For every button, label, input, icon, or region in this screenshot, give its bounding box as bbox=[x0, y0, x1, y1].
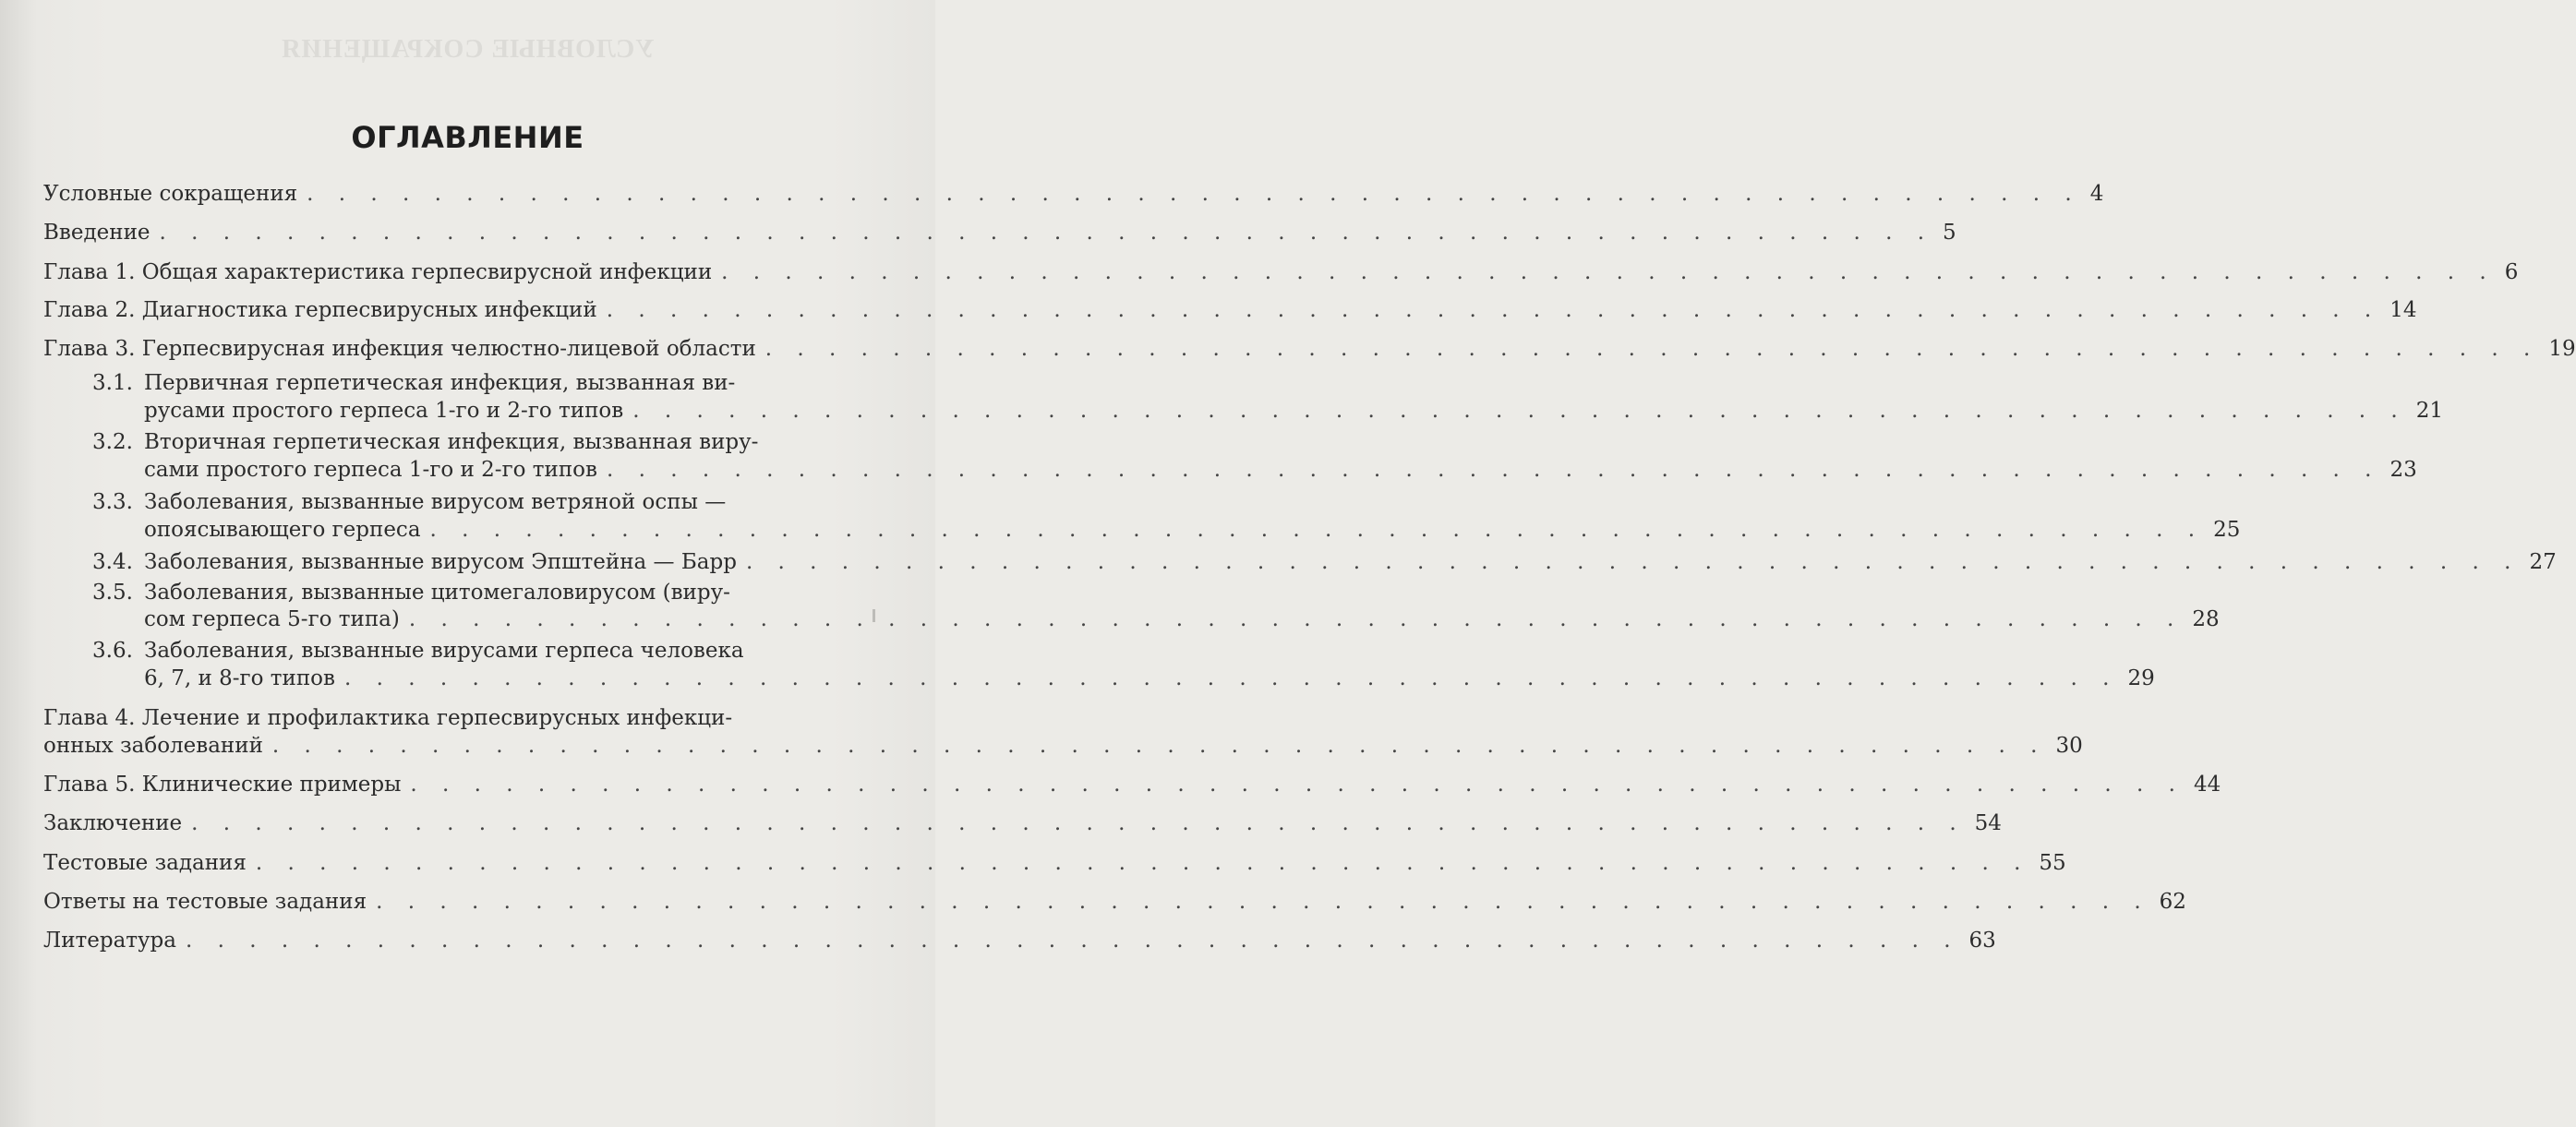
toc-leader-dots: . . . . . . . . . . . . . . . . . . . . . . . . . . . . . . . . . . . . . . . . . . . . . . . . . . . . . . . . bbox=[343, 666, 2119, 690]
toc-leader-dots: . . . . . . . . . . . . . . . . . . . . . . . . . . . . . . . . . . . . . . . . . . . . . . . . . . . . . . . . bbox=[159, 221, 1934, 245]
toc-entry-3-6[interactable] bbox=[144, 665, 2155, 692]
toc-leader-dots: . . . . . . . . . . . . . . . . . . . . . . . . . . . . . . . . . . . . . . . . . . . . . . . . . . . . . . . . bbox=[191, 811, 1966, 835]
toc-page-number: 54 bbox=[1974, 811, 2002, 835]
toc-leader-dots: . . . . . . . . . . . . . . . . . . . . . . . . . . . . . . . . . . . . . . . . . . . . . . . . . . . . . . . . bbox=[429, 518, 2205, 542]
toc-page-number: 4 bbox=[2089, 182, 2104, 206]
toc-entry-answers[interactable] bbox=[43, 888, 2186, 916]
toc-entry-label-line2: онных заболеваний bbox=[43, 734, 263, 758]
toc-page-number: 5 bbox=[1943, 221, 1956, 245]
toc-page-number: 62 bbox=[2159, 890, 2186, 914]
toc-entry-label: Заболевания, вызванные вирусом Эпштейна — Барр bbox=[144, 550, 737, 574]
toc-entry-chapter-4[interactable] bbox=[43, 732, 2083, 760]
toc-entry-label: Условные сокращения bbox=[43, 182, 298, 206]
toc-entry-3-1[interactable] bbox=[144, 397, 2444, 425]
toc-page-number: 63 bbox=[1968, 929, 1996, 953]
toc-entry-3-3[interactable] bbox=[144, 516, 2241, 544]
toc-leader-dots: . . . . . . . . . . . . . . . . . . . . . . . . . . . . . . . . . . . . . . . . . . . . . . . . . . . . . . . . bbox=[745, 550, 2521, 574]
toc-page-number: 44 bbox=[2193, 773, 2221, 797]
toc-leader-dots: . . . . . . . . . . . . . . . . . . . . . . . . . . . . . . . . . . . . . . . . . . . . . . . . . . . . . . . . bbox=[410, 773, 2185, 797]
toc-page-number: 6 bbox=[2504, 260, 2519, 284]
toc-entry-chapter-5[interactable] bbox=[43, 771, 2221, 798]
toc-leader-dots: . . . . . . . . . . . . . . . . . . . . . . . . . . . . . . . . . . . . . . . . . . . . . . . . . . . . . . . . bbox=[255, 851, 2030, 875]
toc-entry-tests[interactable] bbox=[43, 849, 2066, 877]
toc-entry-3-2[interactable] bbox=[144, 456, 2417, 484]
toc-page-number: 29 bbox=[2127, 666, 2155, 690]
toc-entry-label-line2: русами простого герпеса 1-го и 2-го типов bbox=[144, 399, 624, 423]
toc-entry-label: Глава 5. Клинические примеры bbox=[43, 773, 402, 797]
toc-entry-label-line2: 6, 7, и 8-го типов bbox=[144, 666, 335, 690]
toc-entry-chapter-1[interactable] bbox=[43, 258, 2519, 286]
toc-leader-dots: . . . . . . . . . . . . . . . . . . . . . . . . . . . . . . . . . . . . . . . . . . . . . . . . . . . . . . . . bbox=[376, 890, 2150, 914]
toc-leader-dots: . . . . . . . . . . . . . . . . . . . . . . . . . . . . . . . . . . . . . . . . . . . . . . . . . . . . . . . . bbox=[606, 458, 2381, 482]
toc-entry-introduction[interactable] bbox=[43, 219, 1956, 246]
toc-entry-label-line2: сом герпеса 5-го типа) bbox=[144, 607, 400, 631]
toc-entry-label: Глава 2. Диагностика герпесвирусных инфекций bbox=[43, 298, 597, 322]
toc-leader-dots: . . . . . . . . . . . . . . . . . . . . . . . . . . . . . . . . . . . . . . . . . . . . . . . . . . . . . . . . bbox=[271, 734, 2047, 758]
toc-leader-dots: . . . . . . . . . . . . . . . . . . . . . . . . . . . . . . . . . . . . . . . . . . . . . . . . . . . . . . . . bbox=[721, 260, 2496, 284]
toc-page-number: 55 bbox=[2039, 851, 2066, 875]
toc-entry-label-line1[interactable]: Заболевания, вызванные вирусами герпеса человека bbox=[144, 639, 744, 663]
toc-entry-label-line1[interactable]: Вторичная герпетическая инфекция, вызванная виру- bbox=[144, 430, 759, 454]
toc-page-number: 25 bbox=[2213, 518, 2241, 542]
toc-entry-label-line1[interactable]: Заболевания, вызванные вирусом ветряной оспы — bbox=[144, 490, 727, 514]
toc-leader-dots: . . . . . . . . . . . . . . . . . . . . . . . . . . . . . . . . . . . . . . . . . . . . . . . . . . . . . . . . bbox=[307, 182, 2081, 206]
toc-leader-dots: . . . . . . . . . . . . . . . . . . . . . . . . . . . . . . . . . . . . . . . . . . . . . . . . . . . . . . . . bbox=[632, 399, 2407, 423]
toc-entry-label: Введение bbox=[43, 221, 150, 245]
toc-entry-chapter-2[interactable] bbox=[43, 296, 2417, 324]
toc-leader-dots: . . . . . . . . . . . . . . . . . . . . . . . . . . . . . . . . . . . . . . . . . . . . . . . . . . . . . . . . bbox=[186, 929, 1960, 953]
toc-section-number: 3.4. bbox=[92, 550, 133, 574]
toc-entry-label-line1[interactable]: Глава 4. Лечение и профилактика герпесвирусных инфекци- bbox=[43, 706, 733, 730]
toc-page-number: 19 bbox=[2548, 337, 2576, 361]
toc-entry-abbreviations[interactable] bbox=[43, 180, 2104, 208]
toc-section-number: 3.6. bbox=[92, 639, 133, 663]
toc-entry-label: Ответы на тестовые задания bbox=[43, 890, 367, 914]
toc-page-number: 30 bbox=[2055, 734, 2083, 758]
toc-page-number: 14 bbox=[2389, 298, 2417, 322]
bleed-heading: УСЛОВНЫЕ СОКРАЩЕНИЯ bbox=[281, 35, 655, 64]
toc-entry-label-line2: сами простого герпеса 1-го и 2-го типов bbox=[144, 458, 597, 482]
toc-entry-literature[interactable] bbox=[43, 927, 1996, 954]
toc-entry-label: Литература bbox=[43, 929, 176, 953]
toc-leader-dots: . . . . . . . . . . . . . . . . . . . . . . . . . . . . . . . . . . . . . . . . . . . . . . . . . . . . . . . . bbox=[408, 607, 2184, 631]
toc-entry-label-line1[interactable]: Первичная герпетическая инфекция, вызванная ви- bbox=[144, 371, 736, 395]
toc-leader-dots: . . . . . . . . . . . . . . . . . . . . . . . . . . . . . . . . . . . . . . . . . . . . . . . . . . . . . . . . bbox=[764, 337, 2540, 361]
toc-page-number: 21 bbox=[2415, 399, 2444, 423]
toc-page-number: 28 bbox=[2192, 607, 2220, 631]
toc-entry-label-line2: опоясывающего герпеса bbox=[144, 518, 421, 542]
toc-entry-label: Глава 1. Общая характеристика герпесвирусной инфекции bbox=[43, 260, 713, 284]
toc-entry-chapter-3[interactable] bbox=[43, 335, 2576, 363]
toc-entry-3-4[interactable] bbox=[144, 548, 2557, 576]
toc-section-number: 3.1. bbox=[92, 371, 133, 395]
toc-leader-dots: . . . . . . . . . . . . . . . . . . . . . . . . . . . . . . . . . . . . . . . . . . . . . . . . . . . . . . . . bbox=[606, 298, 2381, 322]
toc-section-number: 3.5. bbox=[92, 581, 133, 605]
toc-entry-label: Глава 3. Герпесвирусная инфекция челюстно-лицевой области bbox=[43, 337, 756, 361]
toc-section-number: 3.3. bbox=[92, 490, 133, 514]
toc-section-number: 3.2. bbox=[92, 430, 133, 454]
toc-entry-conclusion[interactable] bbox=[43, 809, 2002, 837]
toc-entry-label: Тестовые задания bbox=[43, 851, 247, 875]
toc-entry-label-line1[interactable]: Заболевания, вызванные цитомегаловирусом (виру- bbox=[144, 581, 730, 605]
toc-entry-3-5[interactable] bbox=[144, 605, 2220, 633]
toc-page-number: 23 bbox=[2389, 458, 2417, 482]
page-title: ОГЛАВЛЕНИЕ bbox=[351, 120, 584, 155]
toc-page-number: 27 bbox=[2529, 550, 2557, 574]
toc-entry-label: Заключение bbox=[43, 811, 183, 835]
